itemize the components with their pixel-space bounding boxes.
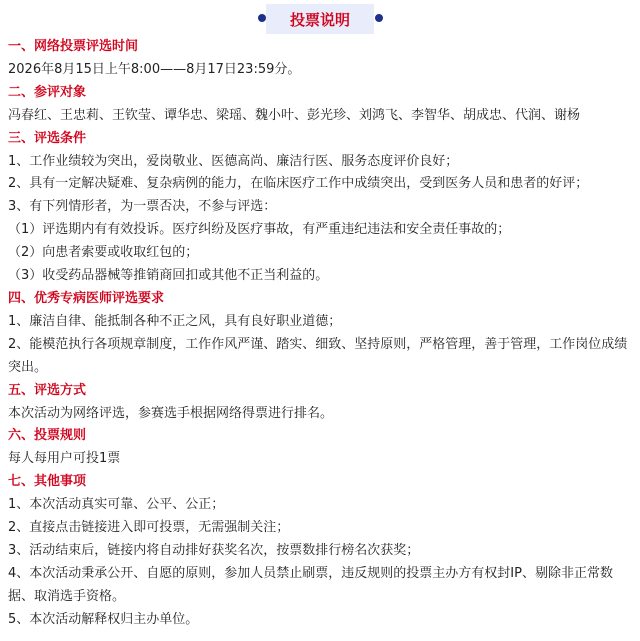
section-text: 本次活动为网络评选，参赛选手根据网络得票进行排名。 (8, 405, 334, 421)
section-text: 3、活动结束后，链接内将自动排好获奖名次，按票数排行榜名次获奖； (8, 542, 420, 558)
section-text: 2、具有一定解决疑难、复杂病例的能力，在临床医疗工作中成绩突出，受到医务人员和患者的好评； (8, 176, 589, 192)
section-heading-rules: 六、投票规则 (8, 428, 87, 444)
section-text: （1）评选期内有有效投诉。医疗纠纷及医疗事故，有严重违纪违法和安全责任事故的； (8, 222, 511, 238)
section-text: 2、能模范执行各项规章制度，工作作风严谨、踏实、细致、坚持原则，严格管理，善于管理，工作岗位成绩突出。 (8, 336, 628, 375)
section-text: （2）向患者索要或收取红包的； (8, 245, 199, 261)
section-heading-other: 七、其他事项 (8, 474, 87, 490)
section-text: （3）收受药品器械等推销商回扣或其他不正当利益的。 (8, 268, 329, 284)
voting-instructions (8, 36, 634, 632)
section-text: 每人每用户可投1票 (8, 451, 121, 467)
section-text: 5、本次活动解释权归主办单位。 (8, 611, 199, 627)
section-text: 3、有下列情形者，为一票否决，不参与评选： (8, 199, 277, 215)
section-heading-criteria: 三、评选条件 (8, 130, 87, 146)
section-heading-time: 一、网络投票评选时间 (8, 39, 139, 54)
header (0, 0, 640, 36)
section-text: 冯春红、王忠莉、王钦莹、谭华忠、梁瑶、魏小叶、彭光珍、刘鸿飞、李智华、胡成忠、代润、谢杨 (8, 107, 581, 123)
section-text: 2026年8月15日上午8:00——8月17日23:59分。 (8, 61, 301, 77)
section-text: 4、本次活动秉承公开、自愿的原则，参加人员禁止刷票，违反规则的投票主办方有权封IP、剔除非正常数据、取消选手资格。 (8, 565, 613, 604)
section-heading-requirements: 四、优秀专病医师评选要求 (8, 290, 165, 306)
bullet-dot-icon (375, 14, 383, 22)
section-heading-candidates: 二、参评对象 (8, 84, 87, 100)
section-text: 2、直接点击链接进入即可投票，无需强制关注； (8, 520, 290, 536)
bullet-dot-icon (258, 14, 266, 22)
section-text: 1、本次活动真实可靠、公平、公正； (8, 497, 225, 513)
section-heading-method: 五、评选方式 (8, 382, 87, 398)
page-title: 投票说明 (266, 4, 374, 34)
section-text: 1、廉洁自律、能抵制各种不正之风，具有良好职业道德； (8, 313, 342, 329)
section-text: 1、工作业绩较为突出，爱岗敬业、医德高尚、廉洁行医、服务态度评价良好； (8, 153, 459, 169)
